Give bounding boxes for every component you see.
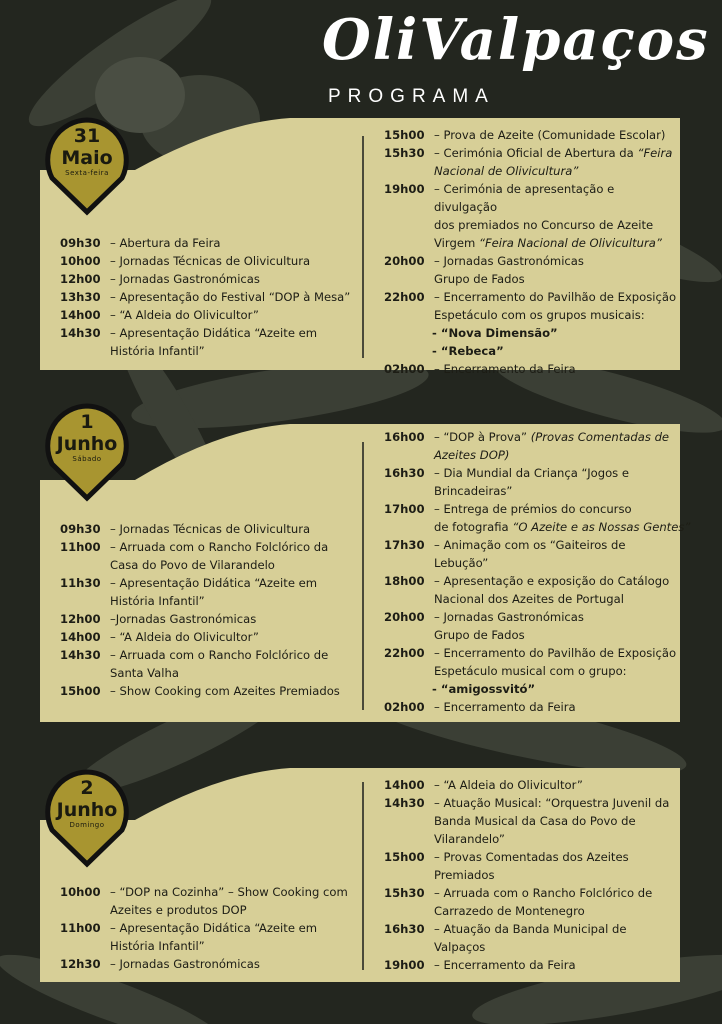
- item-time: 14h00: [60, 630, 101, 644]
- date-badge: [42, 116, 132, 216]
- item-time: 15h00: [384, 850, 425, 864]
- item-time: 15h00: [384, 128, 425, 142]
- badge-weekday: Sexta-feira: [65, 169, 109, 177]
- schedule-item: [60, 538, 360, 556]
- item-description: – Arruada com o Rancho Folclórico da: [110, 540, 329, 554]
- schedule-item: [384, 644, 680, 662]
- item-time: 09h30: [60, 522, 101, 536]
- schedule-item: [60, 234, 360, 252]
- item-subentry: - “amigossvitó”: [432, 682, 536, 696]
- schedule-item: [384, 428, 680, 446]
- item-continuation: História Infantil”: [110, 344, 205, 358]
- item-description: – Cerimónia Oficial de Abertura da “Feira: [434, 146, 673, 160]
- item-continuation: Santa Valha: [110, 666, 179, 680]
- schedule-item: [384, 144, 680, 162]
- item-description: – Encerramento do Pavilhão de Exposição: [434, 290, 677, 304]
- day-panel-31-maio: [40, 118, 680, 376]
- schedule-item: [60, 919, 360, 937]
- item-time: 14h30: [60, 648, 101, 662]
- item-time: 12h00: [60, 612, 101, 626]
- date-badge: [42, 402, 132, 502]
- schedule-item: [384, 536, 680, 572]
- badge-day: 2: [80, 777, 94, 799]
- item-time: 11h00: [60, 540, 101, 554]
- item-continuation: Espetáculo com os grupos musicais:: [434, 308, 645, 322]
- item-time: 12h30: [60, 957, 101, 971]
- schedule-item: [384, 252, 680, 270]
- date-badge: [42, 768, 132, 868]
- item-description: – Apresentação e exposição do Catálogo: [434, 574, 670, 588]
- schedule-right: [384, 126, 680, 378]
- item-continuation: História Infantil”: [110, 594, 205, 608]
- badge-month: Maio: [61, 147, 113, 169]
- schedule-item: [384, 920, 680, 938]
- item-continuation: Carrazedo de Montenegro: [434, 904, 585, 918]
- item-description: – Jornadas Gastronómicas: [110, 272, 260, 286]
- item-time: 17h00: [384, 502, 425, 516]
- schedule-item: [60, 574, 360, 592]
- schedule-item: [60, 324, 360, 342]
- item-time: 12h00: [60, 272, 101, 286]
- schedule-left: [60, 883, 360, 973]
- item-time: 10h00: [60, 254, 101, 268]
- item-description: – Jornadas Gastronómicas: [110, 957, 260, 971]
- item-continuation: Nacional dos Azeites de Portugal: [434, 592, 624, 606]
- item-time: 13h30: [60, 290, 101, 304]
- item-continuation: Brincadeiras”: [434, 484, 513, 498]
- item-description: – Encerramento do Pavilhão de Exposição: [434, 646, 677, 660]
- item-time: 11h00: [60, 921, 101, 935]
- schedule-item: [60, 610, 360, 628]
- schedule-item: [384, 776, 680, 794]
- badge-weekday: Domingo: [69, 821, 105, 829]
- item-description: – Provas Comentadas dos Azeites: [434, 850, 629, 864]
- badge-month: Junho: [56, 799, 118, 821]
- item-description: – Arruada com o Rancho Folclórico de: [110, 648, 329, 662]
- item-continuation: História Infantil”: [110, 939, 205, 953]
- item-time: 15h30: [384, 886, 425, 900]
- schedule-item: [384, 848, 680, 866]
- item-continuation: Premiados: [434, 868, 495, 882]
- item-continuation: Azeites DOP): [434, 448, 510, 462]
- schedule-item: [60, 520, 360, 538]
- item-time: 10h00: [60, 885, 101, 899]
- schedule-right: [384, 776, 680, 974]
- badge-weekday: Sábado: [72, 455, 102, 463]
- item-continuation: Nacional de Olivicultura”: [434, 164, 579, 178]
- item-description: – Jornadas Gastronómicas: [434, 254, 584, 268]
- item-time: 20h00: [384, 610, 425, 624]
- item-description: – Atuação Musical: “Orquestra Juvenil da: [434, 796, 670, 810]
- schedule-item: [384, 608, 680, 626]
- item-time: 11h30: [60, 576, 101, 590]
- item-description: – Cerimónia de apresentação e divulgação: [434, 182, 615, 214]
- item-description: – Show Cooking com Azeites Premiados: [110, 684, 340, 698]
- schedule-item: [384, 500, 680, 518]
- item-time: 19h00: [384, 958, 425, 972]
- schedule-item: [60, 270, 360, 288]
- item-continuation: Espetáculo musical com o grupo:: [434, 664, 627, 678]
- item-description: – Encerramento da Feira: [434, 362, 576, 376]
- schedule-item: [384, 288, 680, 306]
- item-time: 02h00: [384, 700, 425, 714]
- item-continuation: Grupo de Fados: [434, 272, 525, 286]
- badge-day: 31: [73, 125, 101, 147]
- item-continuation: Valpaços: [434, 940, 486, 954]
- item-continuation: Virgem “Feira Nacional de Olivicultura”: [434, 236, 662, 250]
- item-description: – Dia Mundial da Criança “Jogos e: [434, 466, 630, 480]
- item-time: 15h30: [384, 146, 425, 160]
- item-time: 15h00: [60, 684, 101, 698]
- item-time: 22h00: [384, 646, 425, 660]
- program-subtitle: PROGRAMA: [328, 86, 495, 107]
- item-description: – Animação com os “Gaiteiros de Lebução”: [434, 538, 626, 570]
- schedule-item: [384, 698, 680, 716]
- schedule-item: [60, 306, 360, 324]
- item-continuation: dos premiados no Concurso de Azeite: [434, 218, 654, 232]
- item-time: 19h00: [384, 182, 425, 196]
- column-divider: [362, 782, 364, 970]
- item-description: – “DOP à Prova” (Provas Comentadas de: [434, 430, 670, 444]
- item-description: – Jornadas Técnicas de Olivicultura: [110, 254, 311, 268]
- item-description: – “A Aldeia do Olivicultor”: [110, 630, 259, 644]
- schedule-item: [384, 572, 680, 590]
- schedule-left: [60, 520, 360, 700]
- schedule-item: [60, 288, 360, 306]
- schedule-item: [60, 628, 360, 646]
- item-description: – Apresentação Didática “Azeite em: [110, 921, 318, 935]
- item-description: – Entrega de prémios do concurso: [434, 502, 632, 516]
- item-description: – “A Aldeia do Olivicultor”: [434, 778, 583, 792]
- item-time: 14h00: [384, 778, 425, 792]
- column-divider: [362, 442, 364, 710]
- schedule-item: [60, 883, 360, 901]
- day-panel-2-junho: [40, 768, 680, 982]
- item-continuation: Casa do Povo de Vilarandelo: [110, 558, 275, 572]
- item-description: –Jornadas Gastronómicas: [110, 612, 257, 626]
- schedule-item: [384, 884, 680, 902]
- schedule-item: [384, 360, 680, 378]
- item-description: – Apresentação do Festival “DOP à Mesa”: [110, 290, 351, 304]
- schedule-right: [384, 428, 691, 716]
- item-time: 02h00: [384, 362, 425, 376]
- schedule-left: [60, 234, 360, 360]
- item-description: – Jornadas Técnicas de Olivicultura: [110, 522, 311, 536]
- badge-month: Junho: [56, 433, 118, 455]
- item-description: – Apresentação Didática “Azeite em: [110, 576, 318, 590]
- item-time: 17h30: [384, 538, 425, 552]
- item-time: 16h00: [384, 430, 425, 444]
- item-description: – Encerramento da Feira: [434, 958, 576, 972]
- schedule-item: [384, 464, 680, 482]
- item-description: – Jornadas Gastronómicas: [434, 610, 584, 624]
- item-time: 22h00: [384, 290, 425, 304]
- schedule-item: [60, 252, 360, 270]
- item-time: 09h30: [60, 236, 101, 250]
- item-description: – “A Aldeia do Olivicultor”: [110, 308, 259, 322]
- item-description: – Atuação da Banda Municipal de: [434, 922, 627, 936]
- item-continuation: de fotografia “O Azeite e as Nossas Gentes”: [434, 520, 691, 534]
- item-time: 16h30: [384, 466, 425, 480]
- schedule-item: [60, 646, 360, 664]
- item-description: – Arruada com o Rancho Folclórico de: [434, 886, 653, 900]
- item-subentry: - “Rebeca”: [432, 344, 504, 358]
- item-time: 20h00: [384, 254, 425, 268]
- item-description: – “DOP na Cozinha” – Show Cooking com: [110, 885, 348, 899]
- item-description: – Encerramento da Feira: [434, 700, 576, 714]
- item-time: 14h30: [384, 796, 425, 810]
- item-time: 18h00: [384, 574, 425, 588]
- schedule-item: [384, 126, 680, 144]
- badge-day: 1: [80, 411, 94, 433]
- schedule-item: [384, 794, 680, 812]
- item-continuation: Azeites e produtos DOP: [110, 903, 247, 917]
- item-description: – Apresentação Didática “Azeite em: [110, 326, 318, 340]
- item-description: – Prova de Azeite (Comunidade Escolar): [434, 128, 666, 142]
- item-time: 14h00: [60, 308, 101, 322]
- item-time: 14h30: [60, 326, 101, 340]
- item-continuation: Grupo de Fados: [434, 628, 525, 642]
- schedule-item: [384, 956, 680, 974]
- schedule-item: [60, 682, 360, 700]
- item-subentry: - “Nova Dimensão”: [432, 326, 558, 340]
- item-continuation: Banda Musical da Casa do Povo de: [434, 814, 636, 828]
- item-description: – Abertura da Feira: [110, 236, 221, 250]
- schedule-item: [60, 955, 360, 973]
- item-continuation: Vilarandelo”: [434, 832, 505, 846]
- day-panel-1-junho: [40, 411, 691, 722]
- event-title: OliValpaços: [322, 7, 710, 73]
- column-divider: [362, 136, 364, 358]
- item-time: 16h30: [384, 922, 425, 936]
- schedule-item: [384, 180, 680, 216]
